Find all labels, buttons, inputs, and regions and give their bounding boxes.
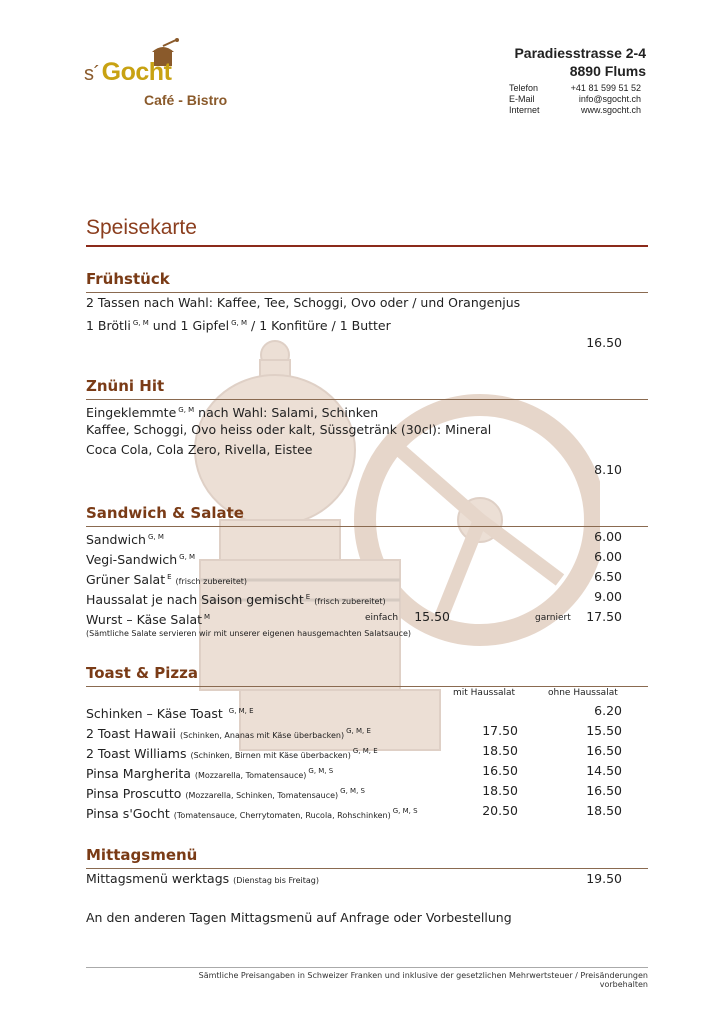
price: 9.00 bbox=[594, 589, 622, 604]
price: 20.50 bbox=[482, 803, 518, 818]
section-divider bbox=[86, 868, 648, 869]
section-heading-fruehstueck: Frühstück bbox=[86, 270, 170, 288]
menu-item: Pinsa Proscutto (Mozzarella, Schinken, Tomatensauce)$^{G, M, S}$ bbox=[86, 786, 365, 802]
menu-item: 2 Toast Williams (Schinken, Birnen mit Käse überbacken)$^{G, M, E}$ bbox=[86, 746, 378, 762]
menu-item: Pinsa s'Gocht (Tomatensauce, Cherrytomaten, Rucola, Rohschinken)$^{G, M, S}$ bbox=[86, 806, 418, 822]
menu-item: Pinsa Margherita (Mozzarella, Tomatensauce)$^{G, M, S}$ bbox=[86, 766, 334, 782]
menu-item: Mittagsmenü werktags (Dienstag bis Freitag) bbox=[86, 871, 319, 886]
contact-block bbox=[509, 83, 641, 116]
section-divider bbox=[86, 686, 648, 687]
price: 18.50 bbox=[482, 743, 518, 758]
footer-divider bbox=[86, 967, 648, 968]
price: 6.20 bbox=[594, 703, 622, 718]
price-label: garniert bbox=[535, 613, 571, 623]
price: 6.00 bbox=[594, 549, 622, 564]
menu-item: Sandwich $^{G, M}$ bbox=[86, 532, 164, 548]
price: 6.00 bbox=[594, 529, 622, 544]
price: 18.50 bbox=[482, 783, 518, 798]
logo-subtitle: Café - Bistro bbox=[144, 92, 228, 108]
address-block bbox=[514, 44, 646, 80]
price: 16.50 bbox=[586, 783, 622, 798]
price: 16.50 bbox=[586, 743, 622, 758]
menu-line: Coca Cola, Cola Zero, Rivella, Eistee bbox=[86, 442, 313, 457]
address-city: 8890 Flums bbox=[569, 63, 646, 79]
title-divider bbox=[86, 245, 648, 247]
logo bbox=[84, 38, 244, 114]
price: 15.50 bbox=[414, 609, 450, 624]
menu-item: Haussalat je nach Saison gemischt $^E$ (frisch zubereitet) bbox=[86, 592, 386, 608]
price-label: einfach bbox=[365, 613, 399, 623]
menu-note: An den anderen Tagen Mittagsmenü auf Anfrage oder Vorbestellung bbox=[86, 910, 512, 925]
section-heading-mittag: Mittagsmenü bbox=[86, 846, 198, 864]
menu-line: 2 Tassen nach Wahl: Kaffee, Tee, Schoggi, Ovo oder / und Orangenjus bbox=[86, 295, 521, 310]
price: 17.50 bbox=[482, 723, 518, 738]
price: 19.50 bbox=[586, 871, 622, 886]
contact-row: Telefon +41 81 599 51 52 bbox=[509, 83, 641, 93]
price: 8.10 bbox=[594, 462, 622, 477]
section-heading-sandwich: Sandwich & Salate bbox=[86, 504, 244, 522]
page-title: Speisekarte bbox=[86, 216, 197, 239]
price: 16.50 bbox=[482, 763, 518, 778]
price: 14.50 bbox=[586, 763, 622, 778]
price: 16.50 bbox=[586, 335, 622, 350]
menu-item: 2 Toast Hawaii (Schinken, Ananas mit Käse überbacken)$^{G, M, E}$ bbox=[86, 726, 371, 742]
section-heading-znueni: Znüni Hit bbox=[86, 377, 165, 395]
menu-item: Grüner Salat $^E$ (frisch zubereitet) bbox=[86, 572, 248, 588]
footer-note: Sämtliche Preisangaben in Schweizer Franken und inklusive der gesetzlichen Mehrwertsteuer / Preisänderungen vorbehalten bbox=[198, 971, 648, 989]
column-header: mit Haussalat bbox=[453, 688, 516, 698]
price: 18.50 bbox=[586, 803, 622, 818]
address-street: Paradiesstrasse 2-4 bbox=[514, 45, 646, 61]
contact-row: Internet www.sgocht.ch bbox=[509, 105, 641, 115]
menu-line: 1 Brötli $^{G, M}$ und 1 Gipfel $^{G, M}$ / 1 Konfitüre / 1 Butter bbox=[86, 318, 391, 334]
note: (Sämtliche Salate servieren wir mit unserer eigenen hausgemachten Salatsauce) bbox=[86, 629, 412, 638]
menu-item: Schinken – Käse Toast $^{G, M, E}$ bbox=[86, 706, 254, 722]
section-divider bbox=[86, 526, 648, 527]
contact-row: E-Mail info@sgocht.ch bbox=[509, 94, 641, 104]
section-divider bbox=[86, 292, 648, 293]
menu-line: Kaffee, Schoggi, Ovo heiss oder kalt, Süssgetränk (30cl): Mineral bbox=[86, 422, 492, 437]
logo-wordmark: s´Gocht bbox=[84, 58, 172, 86]
section-heading-toast: Toast & Pizza bbox=[86, 664, 199, 682]
menu-item: Vegi-Sandwich $^{G, M}$ bbox=[86, 552, 196, 568]
menu-item: Wurst – Käse Salat $^M$ bbox=[86, 612, 211, 628]
price: 17.50 bbox=[586, 609, 622, 624]
price: 15.50 bbox=[586, 723, 622, 738]
menu-line: Eingeklemmte $^{G, M}$ nach Wahl: Salami, Schinken bbox=[86, 405, 379, 421]
section-divider bbox=[86, 399, 648, 400]
column-header: ohne Haussalat bbox=[548, 688, 618, 698]
price: 6.50 bbox=[594, 569, 622, 584]
